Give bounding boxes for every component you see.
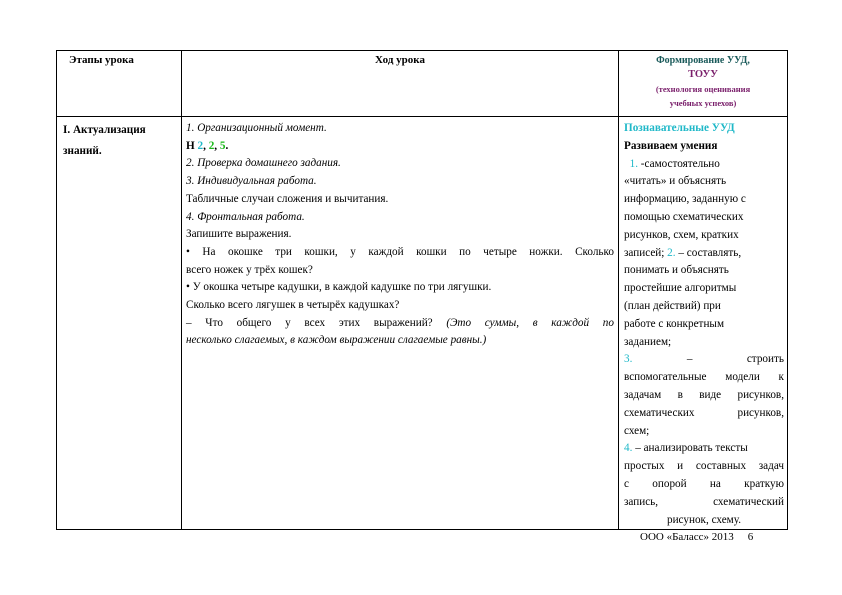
header-uud-line3: (технология оценивания xyxy=(655,84,751,94)
num-4: 4. xyxy=(624,442,633,455)
flow-line-1: 1. Организационный момент. xyxy=(186,122,327,134)
page-footer xyxy=(640,531,753,543)
uud-line-1 xyxy=(624,156,784,174)
uud-line-2: «читать» и объяснять xyxy=(624,175,727,188)
uud-line-15: схематических рисунков, xyxy=(624,406,784,419)
sep-1: , xyxy=(203,139,209,152)
flow-line-9: всего ножек у трёх кошек? xyxy=(186,263,313,276)
uud-line-18: простых и составных задач xyxy=(624,460,784,473)
uud-line-4: помощью схематических xyxy=(624,210,744,223)
uud-line-20: запись, схематический xyxy=(624,495,784,508)
flow-question: – Что общего у всех этих выражений? xyxy=(186,316,447,329)
uud-t1a: -самостоятельно xyxy=(637,157,720,170)
uud-t4a: – анализировать тексты xyxy=(632,442,748,455)
uud-line-13: вспомогательные модели к xyxy=(624,371,784,384)
flow-line-8: • На окошке три кошки, у каждой кошки по четыре ножки. Сколько xyxy=(186,245,614,258)
uud-line-17 xyxy=(624,440,784,458)
uud-t1f-b: – составлять, xyxy=(675,246,742,259)
uud-line-6 xyxy=(624,245,784,263)
uud-cell xyxy=(619,117,788,530)
uud-line-16: схем; xyxy=(624,424,650,437)
flow-line-6: 4. Фронтальная работа. xyxy=(186,210,305,223)
uud-t3a: – строить xyxy=(632,353,784,366)
uud-subtitle: Развиваем умения xyxy=(624,139,718,152)
uud-line-11: заданием; xyxy=(624,335,672,348)
uud-line-3: информацию, заданную с xyxy=(624,193,746,206)
flow-line-7: Запишите выражения. xyxy=(186,228,292,241)
uud-line-8: простейшие алгоритмы xyxy=(624,282,737,295)
flow-line-4: 3. Индивидуальная работа. xyxy=(186,175,317,188)
page-number: 6 xyxy=(747,531,754,543)
header-uud xyxy=(619,51,788,117)
num-2: 2. xyxy=(667,246,676,259)
uud-line-5: рисунков, схем, кратких xyxy=(624,228,739,241)
flow-line-13: несколько слагаемых, в каждом выражении слагаемые равны.) xyxy=(186,334,487,347)
flow-cell xyxy=(182,117,619,530)
flow-line-5: Табличные случаи сложения и вычитания. xyxy=(186,192,389,205)
sep-2: , xyxy=(214,139,220,152)
stage-line2: знаний. xyxy=(63,145,102,157)
header-flow: Ход урока xyxy=(182,51,619,117)
end-dot: . xyxy=(225,139,229,152)
ref-2b: 2 xyxy=(208,139,215,152)
flow-answer-start: (Это суммы, в каждой по xyxy=(446,316,614,329)
header-uud-line4: учебных успехов) xyxy=(669,98,737,108)
flow-line-3: 2. Проверка домашнего задания. xyxy=(186,157,341,170)
num-1: 1. xyxy=(629,157,638,170)
header-uud-line1: Формирование УУД, xyxy=(656,55,750,66)
uud-line-12 xyxy=(624,351,784,369)
content-row xyxy=(57,117,788,530)
header-row xyxy=(57,51,788,117)
flow-line-2 xyxy=(186,138,614,156)
uud-t1f-a: записей; xyxy=(624,246,668,259)
header-stages: Этапы урока xyxy=(57,51,182,117)
uud-title: Познавательные УУД xyxy=(624,122,735,134)
lesson-table xyxy=(56,50,788,530)
uud-line-7: понимать и объяснять xyxy=(624,264,729,277)
num-3: 3. xyxy=(624,353,633,366)
flow-line-10: • У окошка четыре кадушки, в каждой кадушке по три лягушки. xyxy=(186,281,492,294)
stage-line1: I. Актуализация xyxy=(63,124,146,136)
ref-5: 5 xyxy=(219,139,226,152)
ref-2a: 2 xyxy=(197,139,204,152)
flow-line-11: Сколько всего лягушек в четырёх кадушках? xyxy=(186,299,400,312)
flow-line-12 xyxy=(186,315,614,333)
uud-line-10: работе с конкретным xyxy=(624,317,725,330)
uud-line-9: (план действий) при xyxy=(624,299,721,312)
uud-line-19: с опорой на краткую xyxy=(624,477,784,490)
flow-marker-h: Н xyxy=(186,139,198,152)
uud-line-14: задачам в виде рисунков, xyxy=(624,388,784,401)
header-uud-line2: ТОУУ xyxy=(688,69,718,80)
uud-line-21: рисунок, схему. xyxy=(666,513,742,526)
footer-company: ООО «Баласс» 2013 xyxy=(640,531,734,543)
stage-cell xyxy=(57,117,182,530)
